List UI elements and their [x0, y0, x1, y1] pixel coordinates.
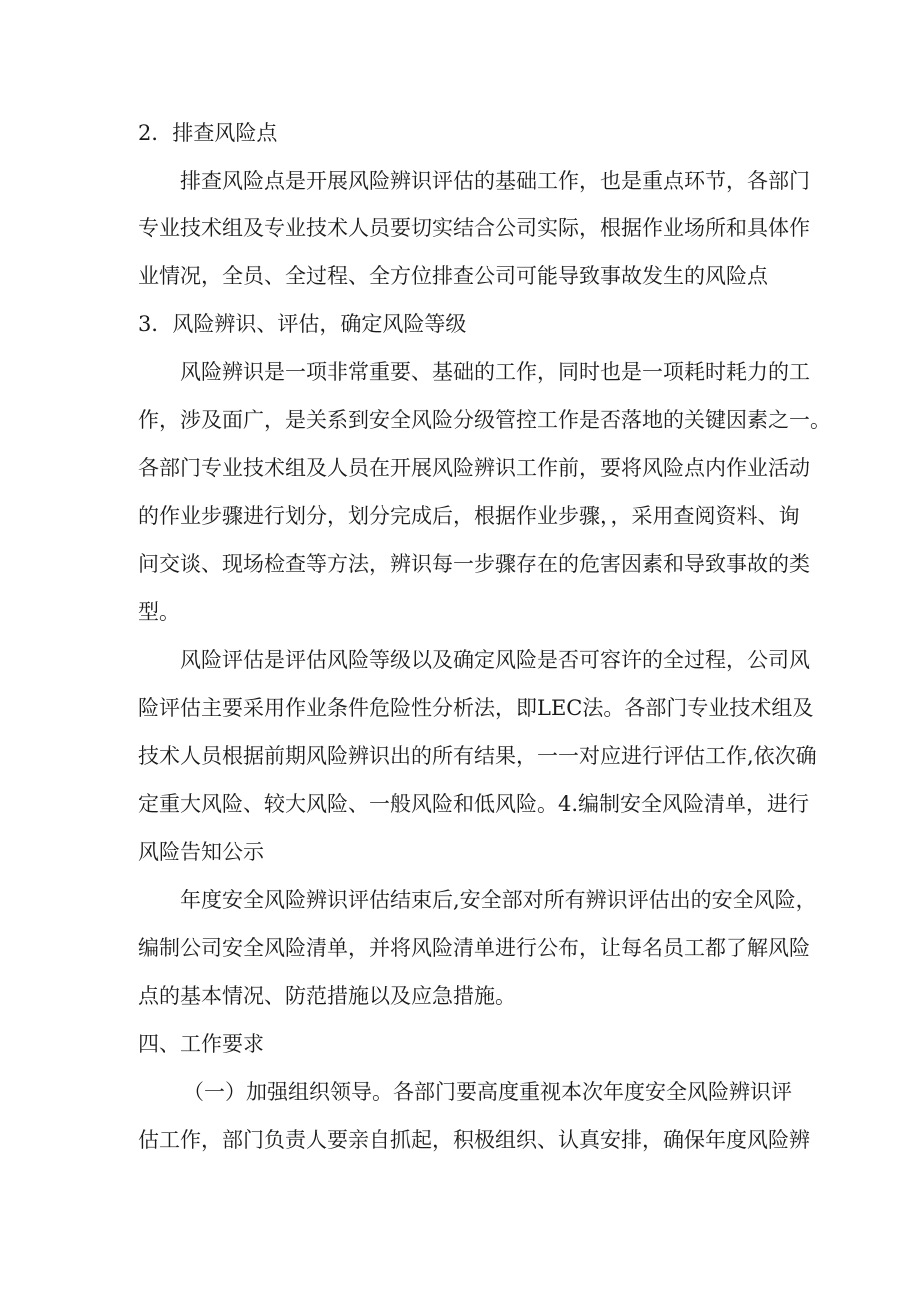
paragraph-line: 风险告知公示 [138, 840, 264, 864]
paragraph-line: 险评估主要采用作业条件危险性分析法，即LEC法。各部门专业技术组及 [138, 696, 814, 720]
paragraph-line: 业情况，全员、全过程、全方位排查公司可能导致事故发生的风险点 [138, 264, 768, 288]
section-heading-4: 四、工作要求 [138, 1032, 264, 1056]
paragraph-line: 问交谈、现场检查等方法，辨识每一步骤存在的危害因素和导致事故的类 [138, 552, 810, 576]
paragraph-line: 排查风险点是开展风险辨识评估的基础工作，也是重点环节，各部门 [180, 169, 810, 193]
paragraph-line: 作，涉及面广，是关系到安全风险分级管控工作是否落地的关键因素之一。 [138, 408, 831, 432]
paragraph-line: 估工作，部门负责人要亲自抓起，积极组织、认真安排，确保年度风险辨 [138, 1128, 810, 1152]
paragraph-line: 点的基本情况、防范措施以及应急措施。 [138, 984, 516, 1008]
paragraph-line: 型。 [138, 600, 180, 624]
section-heading-2: 2．排查风险点 [138, 121, 278, 145]
paragraph-line: 编制公司安全风险清单，并将风险清单进行公布，让每名员工都了解风险 [138, 936, 810, 960]
section-heading-3: 3．风险辨识、评估，确定风险等级 [138, 312, 467, 336]
paragraph-line: 风险辨识是一项非常重要、基础的工作，同时也是一项耗时耗力的工 [180, 360, 810, 384]
paragraph-line: 专业技术组及专业技术人员要切实结合公司实际，根据作业场所和具体作 [138, 216, 810, 240]
paragraph-line: 的作业步骤进行划分，划分完成后，根据作业步骤，，采用查阅资料、询 [138, 504, 800, 528]
paragraph-line: 各部门专业技术组及人员在开展风险辨识工作前，要将风险点内作业活动 [138, 456, 810, 480]
paragraph-line: 年度安全风险辨识评估结束后,安全部对所有辨识评估出的安全风险， [180, 888, 817, 912]
paragraph-line: 技术人员根据前期风险辨识出的所有结果，一一对应进行评估工作,依次确 [138, 744, 817, 768]
paragraph-line: （一）加强组织领导。各部门要高度重视本次年度安全风险辨识评 [183, 1080, 792, 1104]
paragraph-line: 定重大风险、较大风险、一般风险和低风险。4.编制安全风险清单，进行 [138, 792, 810, 816]
paragraph-line: 风险评估是评估风险等级以及确定风险是否可容许的全过程，公司风 [180, 648, 810, 672]
